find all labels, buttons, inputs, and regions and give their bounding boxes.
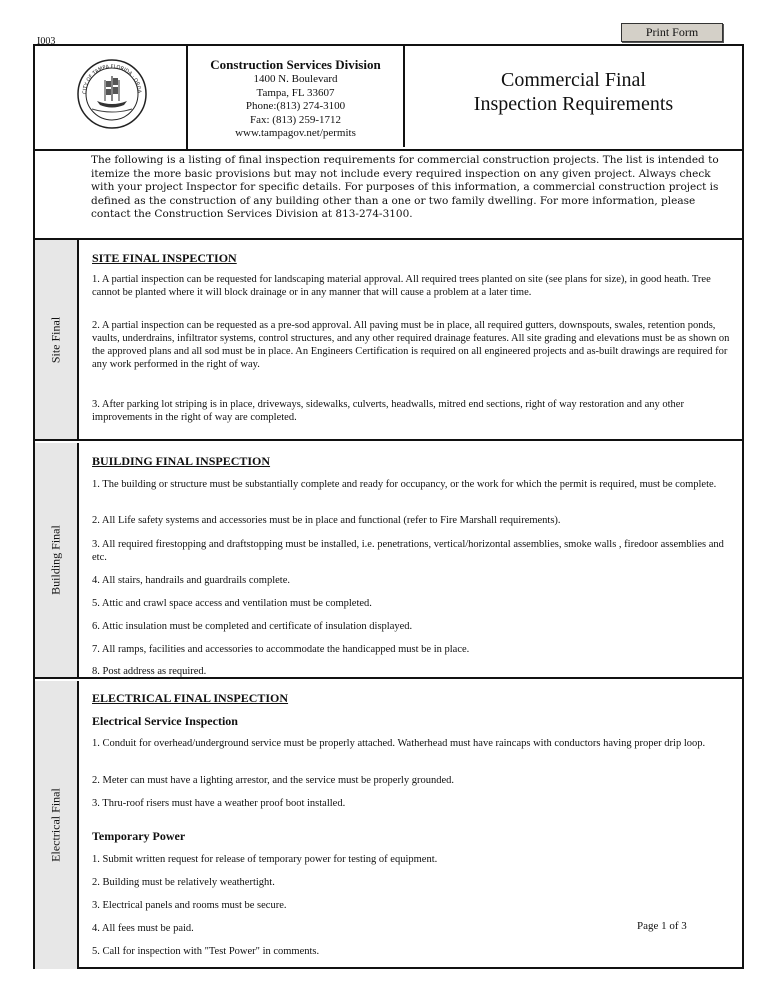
temp-power-subtitle: Temporary Power [92,829,186,843]
site-side-label: Site Final [35,240,79,439]
building-item-7: 7. All ramps, facilities and accessories to accommodate the handicapped must be in place. [92,644,470,655]
seal-text: CITY OF TAMPA FLORIDA · ORGA [81,63,143,95]
building-side-label: Building Final [35,443,79,677]
temp-item-4: 4. All fees must be paid. [92,923,194,934]
temp-item-5: 5. Call for inspection with "Test Power" in comments. [92,946,320,957]
site-final-section [35,240,742,441]
electrical-final-section [35,681,742,969]
title-line-1: Commercial Final [501,69,646,91]
site-title: SITE FINAL INSPECTION [92,251,237,265]
service-item-2: 2. Meter can must have a lighting arrestor, and the service must be properly grounded. [92,775,455,786]
city-line: Tampa, FL 33607 [256,86,335,99]
title-line-2: Inspection Requirements [473,93,674,115]
electrical-side-label: Electrical Final [35,681,79,969]
building-item-2: 2. All Life safety systems and accessories must be in place and functional (refer to Fire Marshall requirements). [92,515,561,526]
electrical-title: ELECTRICAL FINAL INSPECTION [92,691,289,705]
building-item-3: 3. All required firestopping and draftstopping must be installed, i.e. penetrations, vertical/horizontal assemblies, smoke walls , firedoor assemblies and etc. [92,539,724,563]
address-line: 1400 N. Boulevard [253,73,338,85]
service-subtitle: Electrical Service Inspection [92,714,238,728]
temp-item-1: 1. Submit written request for release of temporary power for testing of equipment. [92,854,438,865]
document-title [405,46,742,147]
building-item-5: 5. Attic and crawl space access and ventilation must be completed. [92,598,372,609]
phone-line: Phone:(813) 274-3100 [245,100,346,112]
building-title: BUILDING FINAL INSPECTION [92,454,271,468]
page-number: Page 1 of 3 [637,920,687,932]
building-item-6: 6. Attic insulation must be completed and certificate of insulation displayed. [92,621,413,632]
division-name: Construction Services Division [210,57,381,72]
site-item-3: 3. After parking lot striping is in place, driveways, sidewalks, culverts, headwalls, mitred end sections, right of way restoration and any other improvements in the right of way are completed. [92,399,684,423]
service-item-3: 3. Thru-roof risers must have a weather proof boot installed. [92,798,346,809]
building-item-4: 4. All stairs, handrails and guardrails complete. [92,575,290,586]
form-frame [33,44,744,969]
division-info [188,46,405,147]
seal-cell [35,46,188,149]
form-id: I003 [37,36,56,47]
print-form-button[interactable]: Print Form [621,23,723,42]
intro-section [35,151,742,240]
service-item-1: 1. Conduit for overhead/underground service must be properly attached. Watherhead must have raincaps with conductors having proper drip loop. [92,738,706,749]
site-item-2: 2. A partial inspection can be requested as a pre-sod approval. All paving must be in place, all required gutters, downspouts, swales, retention ponds, vaults, underdrains, infiltrator systems, control structures, and any other required drainage features. All site grading and elevations must be as shown on the approved plans and all sod must be in place. An Engineers Certification is required on all engineered projects and as-built drawings are required for any work performed in the right of way. [92,320,730,370]
city-seal-icon [77,59,147,129]
site-item-1: 1. A partial inspection can be requested for landscaping material approval. All required trees planted on site (see plans for size), in good heath. Tree cannot be planted where it will block drainage or in any manner that will cause a problem at a later time. [92,274,711,298]
website-link[interactable]: www.tampagov.net/permits [235,127,356,139]
fax-line: Fax: (813) 259-1712 [249,113,342,126]
building-final-section [35,443,742,679]
building-item-8: 8. Post address as required. [92,666,207,677]
temp-item-2: 2. Building must be relatively weathertight. [92,877,275,888]
header [35,46,742,151]
building-item-1: 1. The building or structure must be substantially complete and ready for occupancy, or the work for which the permit is required, must be complete. [92,479,717,490]
intro-text: The following is a listing of final inspection requirements for commercial construction projects. The list is intended to itemize the more basic provisions but may not include every required inspection on any given project. Always check with your project Inspector for specific details. For purposes of this information, a commercial construction project is defined as the construction of any building other than a one or two family dwelling. For more information, please contact the Construction Services Division at 813-274-3100. [91,154,719,220]
temp-item-3: 3. Electrical panels and rooms must be secure. [92,900,287,911]
